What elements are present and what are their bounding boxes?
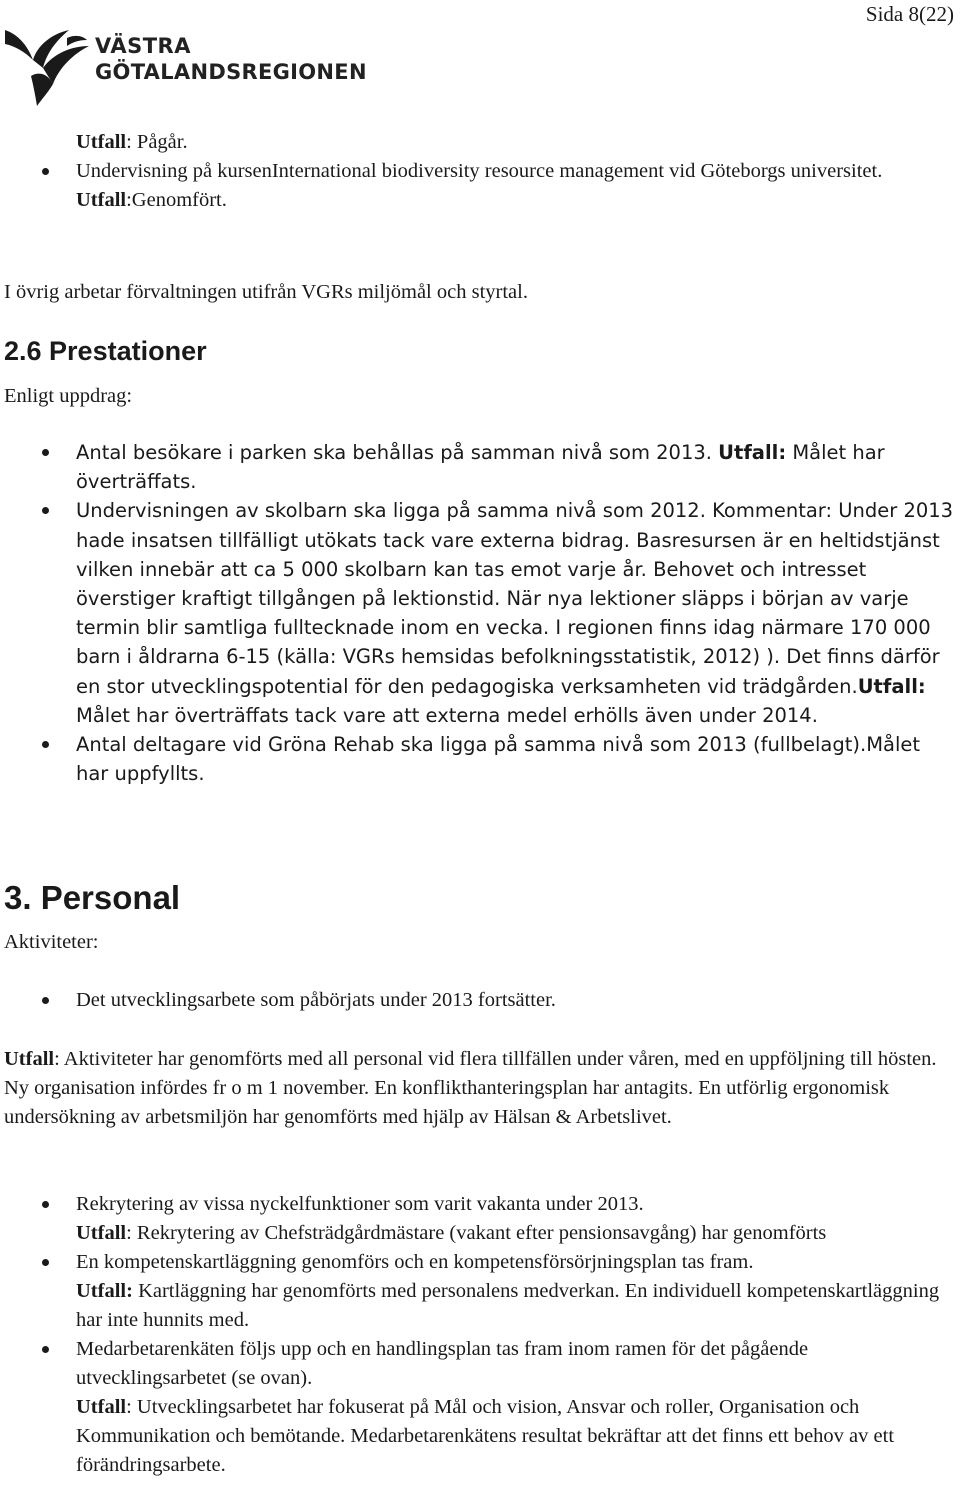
utfall-label: Utfall:	[718, 441, 787, 464]
list-item	[0, 496, 958, 730]
list-item	[0, 1248, 958, 1335]
section-subheading: Enligt uppdrag:	[4, 385, 133, 407]
list-item	[0, 1335, 958, 1480]
list-item	[0, 986, 958, 1015]
list-item-text: Antal besökare i parken ska behållas på samman nivå som 2013.	[76, 441, 719, 464]
list-item-outcome	[76, 1277, 954, 1335]
vastra-gotalandsregionen-logo	[3, 24, 393, 108]
list-item-outcome	[76, 186, 954, 215]
logo-wordmark-line1: VÄSTRA	[95, 34, 191, 58]
utfall-label: Utfall	[76, 189, 127, 211]
utfall-label: Utfall	[76, 1222, 127, 1244]
utfall-text: :Genomfört.	[126, 189, 227, 211]
prestationer-list	[0, 438, 958, 788]
region-emblem-icon	[3, 24, 93, 108]
top-continuation	[0, 128, 958, 215]
previous-item-outcome	[0, 128, 958, 157]
list-item	[0, 157, 958, 215]
list-item	[0, 1190, 958, 1248]
aktiviteter-list	[0, 986, 958, 1015]
section-subheading: Aktiviteter:	[4, 931, 99, 953]
utfall-text: : Pågår.	[126, 131, 188, 153]
utfall-text: : Aktiviteter har genomförts med all personal vid flera tillfällen under våren, med en uppföljning till hösten. Ny organisation infördes fr o m 1 november. En konflikthanteringsplan har antagits. En utförlig ergonomisk undersökning av arbetsmiljön har genomförts med hjälp av Hälsan & Arbetslivet.	[4, 1048, 937, 1128]
utfall-label: Utfall:	[857, 674, 926, 698]
list-item	[0, 730, 958, 788]
list-item-text: Antal deltagare vid Gröna Rehab ska ligga på samma nivå som 2013 (fullbelagt).Målet har uppfyllts.	[76, 733, 921, 786]
list-item-text: Undervisning på kursenInternational biodiversity resource management vid Göteborgs universitet.	[76, 160, 883, 182]
utfall-text: Målet har överträffats tack vare att externa medel erhölls även under 2014.	[76, 703, 818, 727]
logo-wordmark-line2: GÖTALANDSREGIONEN	[95, 60, 367, 84]
utfall-text: Kartläggning har genomförts med personalens medverkan. En individuell kompetenskartläggning har inte hunnits med.	[76, 1280, 940, 1331]
list-item-text: Undervisningen av skolbarn ska ligga på samma nivå som 2012. Kommentar: Under 2013 hade insatsen tillfälligt utökats tack vare externa bidrag. Basresursen är en heltidstjänst vilken innebär att ca 5 000 skolbarn kan tas emot varje år. Behovet och intresset överstiger kraftigt tillgången på lektionstid. När nya lektioner släpps i början av varje termin blir samtliga fulltecknade inom en vecka. I regionen finns idag närmare 170 000 barn i åldrarna 6-15 (källa: VGRs hemsidas befolkningsstatistik, 2012) ). Det finns därför en stor utvecklingspotential för den pedagogiska verksamheten vid trädgården.	[76, 499, 954, 698]
utfall-paragraph	[4, 1045, 954, 1132]
personal-list	[0, 1190, 958, 1480]
section-heading-2-6: 2.6 Prestationer	[4, 336, 207, 366]
list-item-text: Medarbetarenkäten följs upp och en handlingsplan tas fram inom ramen för det pågående utvecklingsarbetet (se ovan).	[76, 1338, 809, 1389]
list-item-outcome	[76, 1393, 954, 1480]
list-item-outcome	[76, 1219, 954, 1248]
intro-paragraph: I övrig arbetar förvaltningen utifrån VGRs miljömål och styrtal.	[4, 281, 528, 303]
utfall-text: : Utvecklingsarbetet har fokuserat på Mål och vision, Ansvar och roller, Organisation och Kommunikation och bemötande. Medarbetarenkätens resultat bekräftar att det finns ett behov av ett förändringsarbete.	[76, 1396, 895, 1476]
list-item-text: En kompetenskartläggning genomförs och en kompetensförsörjningsplan tas fram.	[76, 1251, 754, 1273]
list-item	[0, 438, 958, 496]
utfall-text: Målet har överträffats.	[76, 441, 885, 494]
list-item-text: Rekrytering av vissa nyckelfunktioner som varit vakanta under 2013.	[76, 1193, 644, 1215]
section-heading-3: 3. Personal	[4, 879, 181, 916]
utfall-label: Utfall	[76, 1396, 127, 1418]
page-number: Sida 8(22)	[865, 2, 954, 26]
list-item-text: Det utvecklingsarbete som påbörjats under 2013 fortsätter.	[76, 989, 556, 1011]
utfall-text: : Rekrytering av Chefsträdgårdmästare (vakant efter pensionsavgång) har genomförts	[126, 1222, 827, 1244]
utfall-label: Utfall	[76, 131, 127, 153]
utfall-label: Utfall	[4, 1048, 55, 1070]
utfall-label: Utfall:	[76, 1280, 133, 1302]
